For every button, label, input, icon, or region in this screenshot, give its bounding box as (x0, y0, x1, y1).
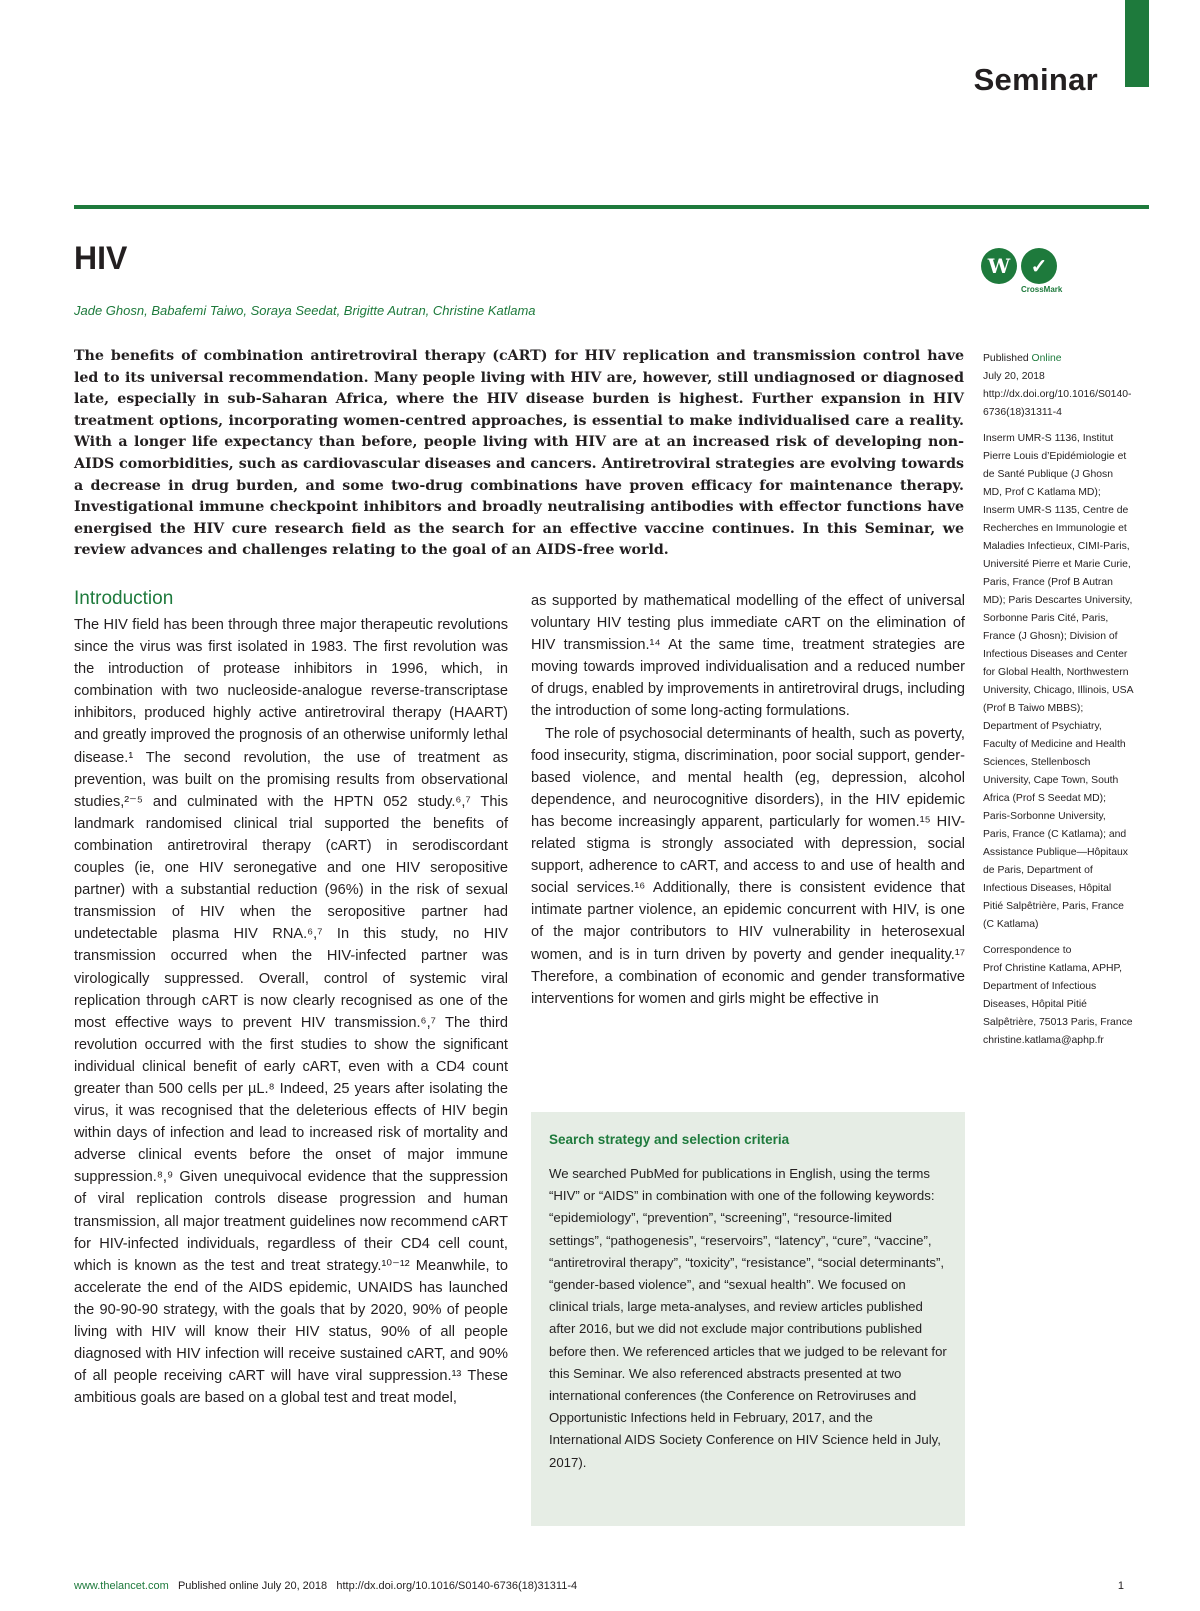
introduction-heading: Introduction (74, 588, 174, 609)
panel-heading: Search strategy and selection criteria (549, 1132, 790, 1147)
sidebar-doi-link[interactable]: http://dx.doi.org/10.1016/S0140-6736(18)31311-4 (983, 389, 1132, 418)
search-strategy-panel (531, 1112, 965, 1526)
footer (74, 1580, 577, 1592)
panel-body: We searched PubMed for publications in English, using the terms “HIV” or “AIDS” in combination with one of the following keywords: “epidemiology”, “prevention”, “screening”, “resource-limited settings”, “pathogenesis”, “reservoirs”, “latency”, “cure”, “vaccine”, “antiretroviral therapy”, “toxicity”, “resistance”, “social determinants”, “gender-based violence”, and “sexual health”. We focused on clinical trials, large meta-analyses, and review articles published after 2016, but we did not exclude major contributions published before then. We referenced articles that we judged to be relevant for this Seminar. We also referenced abstracts presented at two international conferences (the Conference on Retroviruses and Opportunistic Infections held in February, 2017, and the International AIDS Society Conference on HIV Science held in July, 2017). (549, 1166, 947, 1470)
correspondence-label: Correspondence to (983, 945, 1072, 956)
intro-paragraph: The HIV field has been through three major therapeutic revolutions since the virus was first isolated in 1983. The first revolution was the introduction of protease inhibitors in 1996, which, in combination with two nucleoside-analogue reverse-transcriptase inhibitors, produced highly active antiretroviral therapy (HAART) and greatly improved the prognosis of an otherwise uniformly lethal disease.¹ The second revolution, the use of treatment as prevention, was built on the promising results from observational studies,²⁻⁵ and culminated with the HPTN 052 study.⁶,⁷ This landmark randomised clinical trial supported the benefits of combination antiretroviral therapy (cART) in serodiscordant couples (ie, one HIV seronegative and one HIV seropositive partner) with a substantial reduction (96%) in the risk of sexual transmission of HIV when the seropositive partner had undetectable plasma HIV RNA.⁶,⁷ In this study, no HIV transmission occurred when the HIV-infected partner was virologically suppressed. Overall, control of systemic viral replication through cART is now clearly recognised as one of the most effective ways to prevent HIV transmission.⁶,⁷ The third revolution occurred with the first studies to show the significant individual clinical benefit of early cART, even with a CD4 count greater than 500 cells per µL.⁸ Indeed, 25 years after isolating the virus, it was recognised that the deleterious effects of HIV begin within days of infection and lead to increased risk of mortality and adverse clinical events before the onset of major immune suppression.⁸,⁹ Given unequivocal evidence that the suppression of viral replication controls disease progression and human transmission, all major treatment guidelines now recommend cART for HIV-infected individuals, regardless of their CD4 cell count, which is known as the test and treat strategy.¹⁰⁻¹² Meanwhile, to accelerate the end of the AIDS epidemic, UNAIDS has launched the 90-90-90 strategy, with the goals that by 2020, 90% of people living with HIV will know their HIV status, 90% of all people diagnosed with HIV infection will receive sustained cART, and 90% of all people receiving cART will have viral suppression.¹³ These ambitious goals are based on a global test and treat model, (74, 617, 508, 1407)
published-date: July 20, 2018 (983, 371, 1045, 382)
online-label: Online (1031, 353, 1062, 364)
article-title: HIV (74, 240, 128, 276)
abstract: The benefits of combination antiretroviral therapy (cART) for HIV replication and transmission control have led to its universal recommendation. Many people living with HIV are, however, still undiagnosed or diagnosed late, especially in sub-Saharan Africa, where the HIV disease burden is highest. Further expansion in HIV treatment options, incorporating women-centred approaches, is essential to make individualised care a reality. With a longer life expectancy than before, people living with HIV are at an increased risk of developing non-AIDS comorbidities, such as cardiovascular diseases and cancers. Antiretroviral strategies are evolving towards a decrease in drug burden, and some two-drug combinations have proven efficacy for maintenance therapy. Investigational immune checkpoint inhibitors and broadly neutralising antibodies with effector functions have energised the HIV cure research field as the search for an effective vaccine continues. In this Seminar, we review advances and challenges relating to the goal of an AIDS-free world. (74, 348, 964, 559)
paragraph-continued: as supported by mathematical modelling of the effect of universal voluntary HIV testing plus immediate cART on the elimination of HIV transmission.¹⁴ At the same time, treatment strategies are moving towards improved individualisation and a reduced number of drugs, enabled by improvements in antiretroviral drugs, including the introduction of some long-acting formulations. (531, 593, 965, 720)
correspondence-address: Prof Christine Katlama, APHP, Department of Infectious Diseases, Hôpital Pitié Salpêtrière, 75013 Paris, France (983, 963, 1133, 1028)
footer-published: Published online July 20, 2018 (177, 1580, 328, 1592)
journal-color-tab (1125, 0, 1149, 87)
logos (981, 248, 1063, 298)
crossmark-label: CrossMark (1021, 285, 1063, 294)
correspondence-email[interactable]: christine.katlama@aphp.fr (983, 1035, 1104, 1046)
crossmark-icon[interactable]: ✓ (1021, 248, 1057, 284)
body-column-right (531, 590, 965, 1010)
section-label: Seminar (973, 62, 1098, 97)
footer-doi-link[interactable]: http://dx.doi.org/10.1016/S0140-6736(18)31311-4 (336, 1580, 578, 1592)
footer-site-link[interactable]: www.thelancet.com (74, 1580, 169, 1592)
open-access-logo: W (981, 248, 1017, 284)
sidebar (983, 350, 1133, 1058)
published-label: Published (983, 353, 1029, 364)
paragraph-psychosocial: The role of psychosocial determinants of health, such as poverty, food insecurity, stigma, discrimination, poor social support, gender-based violence, and mental health (eg, depression, alcohol dependence, and neurocognitive disorders), in the HIV epidemic has become increasingly apparent, particularly for women.¹⁵ HIV-related stigma is strongly associated with depression, social support, adherence to cART, and access to and use of health and social services.¹⁶ Additionally, there is consistent evidence that intimate partner violence, an epidemic concurrent with HIV, is one of the major contributors to HIV vulnerability in heterosexual women, and is in turn driven by poverty and gender inequality.¹⁷ Therefore, a combination of economic and gender transformative interventions for women and girls might be effective in (531, 725, 965, 1007)
correspondence (983, 942, 1133, 1050)
header-rule (74, 205, 1149, 209)
publication-info (983, 350, 1133, 422)
author-list: Jade Ghosn, Babafemi Taiwo, Soraya Seedat, Brigitte Autran, Christine Katlama (74, 303, 536, 318)
body-column-left (74, 614, 508, 1409)
page-number: 1 (1117, 1580, 1124, 1592)
affiliations: Inserm UMR-S 1136, Institut Pierre Louis d’Epidémiologie et de Santé Publique (J Ghosn MD, Prof C Katlama MD); Inserm UMR-S 1135, Centre de Recherches en Immunologie et Maladies Infectieux, CIMI-Paris, Université Pierre et Marie Curie, Paris, France (Prof B Autran MD); Paris Descartes University, Sorbonne Paris Cité, Paris, France (J Ghosn); Division of Infectious Diseases and Center for Global Health, Northwestern University, Chicago, Illinois, USA (Prof B Taiwo MBBS); Department of Psychiatry, Faculty of Medicine and Health Sciences, Stellenbosch University, Cape Town, South Africa (Prof S Seedat MD); Paris-Sorbonne University, Paris, France (C Katlama); and Assistance Publique—Hôpitaux de Paris, Department of Infectious Diseases, Hôpital Pitié Salpêtrière, Paris, France (C Katlama) (983, 433, 1133, 930)
